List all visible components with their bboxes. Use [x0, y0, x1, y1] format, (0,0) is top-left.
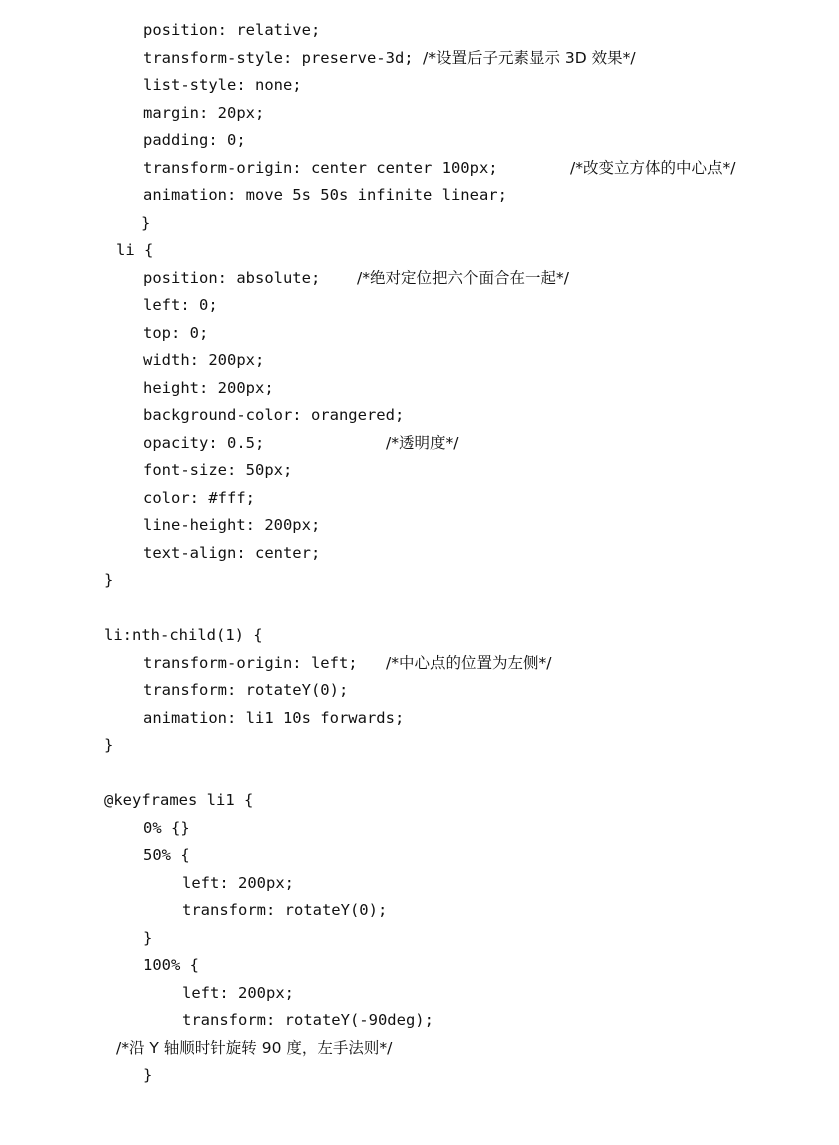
- code-line-6-comment: [570, 155, 735, 182]
- code-line-34: [182, 980, 294, 1007]
- code-line-33: [143, 952, 199, 979]
- code-comment: /*沿 Y 轴顺时针旋转 90 度，左手法则*/: [116, 1039, 393, 1057]
- code-text: transform-origin: center center 100px;: [143, 159, 498, 177]
- code-text: animation: li1 10s forwards;: [143, 709, 405, 727]
- code-line-3: [143, 72, 302, 99]
- code-text: animation: move 5s 50s infinite linear;: [143, 186, 507, 204]
- code-line-10-comment: [357, 265, 569, 292]
- code-text: font-size: 50px;: [143, 461, 293, 479]
- code-text: @keyframes li1 {: [104, 791, 254, 809]
- code-line-7: [143, 182, 507, 209]
- code-line-23-comment: [386, 650, 551, 677]
- code-line-16: [143, 430, 264, 457]
- code-line-20: [143, 540, 320, 567]
- code-text: opacity: 0.5;: [143, 434, 265, 452]
- code-line-17: [143, 457, 292, 484]
- code-line-13: [143, 347, 264, 374]
- code-line-28: [143, 815, 190, 842]
- code-text: transform: rotateY(-90deg);: [182, 1011, 434, 1029]
- code-text: transform: rotateY(0);: [143, 681, 349, 699]
- code-text: width: 200px;: [143, 351, 265, 369]
- code-line-27: [104, 787, 253, 814]
- code-comment: /*透明度*/: [386, 434, 459, 452]
- code-line-31: [182, 897, 387, 924]
- code-line-4: [143, 100, 264, 127]
- code-comment: /*中心点的位置为左侧*/: [386, 654, 552, 672]
- code-line-36: [116, 1035, 392, 1062]
- code-line-10: [143, 265, 320, 292]
- code-line-29: [143, 842, 190, 869]
- code-text: li:nth-child(1) {: [104, 626, 263, 644]
- code-text: height: 200px;: [143, 379, 274, 397]
- code-line-5: [143, 127, 246, 154]
- code-text: line-height: 200px;: [143, 516, 321, 534]
- code-text: 100% {: [143, 956, 199, 974]
- code-text: left: 200px;: [182, 984, 294, 1002]
- code-line-16-comment: [386, 430, 458, 457]
- code-text: transform-origin: left;: [143, 654, 358, 672]
- code-line-19: [143, 512, 320, 539]
- code-line-9: [116, 237, 153, 264]
- code-line-35: [182, 1007, 434, 1034]
- code-comment: /*设置后子元素显示 3D 效果*/: [422, 49, 636, 67]
- code-line-8: [141, 210, 150, 237]
- code-line-37: [143, 1062, 152, 1089]
- code-line-1: [143, 17, 320, 44]
- code-line-24: [143, 677, 348, 704]
- code-text: top: 0;: [143, 324, 209, 342]
- code-text: color: #fff;: [143, 489, 255, 507]
- code-line-18: [143, 485, 255, 512]
- code-text: li {: [116, 241, 154, 259]
- code-line-22: [104, 622, 263, 649]
- code-text: text-align: center;: [143, 544, 321, 562]
- code-text: position: relative;: [143, 21, 321, 39]
- code-line-6: [143, 155, 498, 182]
- code-text: left: 0;: [143, 296, 218, 314]
- code-text: position: absolute;: [143, 269, 321, 287]
- code-text: margin: 20px;: [143, 104, 265, 122]
- code-line-2: [143, 45, 636, 72]
- code-line-14: [143, 375, 274, 402]
- code-line-25: [143, 705, 404, 732]
- code-line-30: [182, 870, 294, 897]
- code-line-23: [143, 650, 358, 677]
- code-line-21: [104, 567, 113, 594]
- code-text: background-color: orangered;: [143, 406, 405, 424]
- code-text: }: [104, 736, 114, 754]
- code-line-26: [104, 732, 113, 759]
- code-comment: /*绝对定位把六个面合在一起*/: [357, 269, 569, 287]
- code-text: transform-style: preserve-3d;: [143, 49, 423, 67]
- code-text: 0% {}: [143, 819, 190, 837]
- code-text: 50% {: [143, 846, 190, 864]
- code-text: padding: 0;: [143, 131, 246, 149]
- code-line-11: [143, 292, 218, 319]
- code-comment: /*改变立方体的中心点*/: [570, 159, 736, 177]
- code-text: }: [141, 214, 151, 232]
- code-line-15: [143, 402, 404, 429]
- code-text: transform: rotateY(0);: [182, 901, 388, 919]
- code-text: list-style: none;: [143, 76, 302, 94]
- code-text: }: [104, 571, 114, 589]
- code-line-32: [143, 925, 152, 952]
- code-text: left: 200px;: [182, 874, 294, 892]
- code-line-12: [143, 320, 208, 347]
- code-text: }: [143, 929, 153, 947]
- code-text: }: [143, 1066, 153, 1084]
